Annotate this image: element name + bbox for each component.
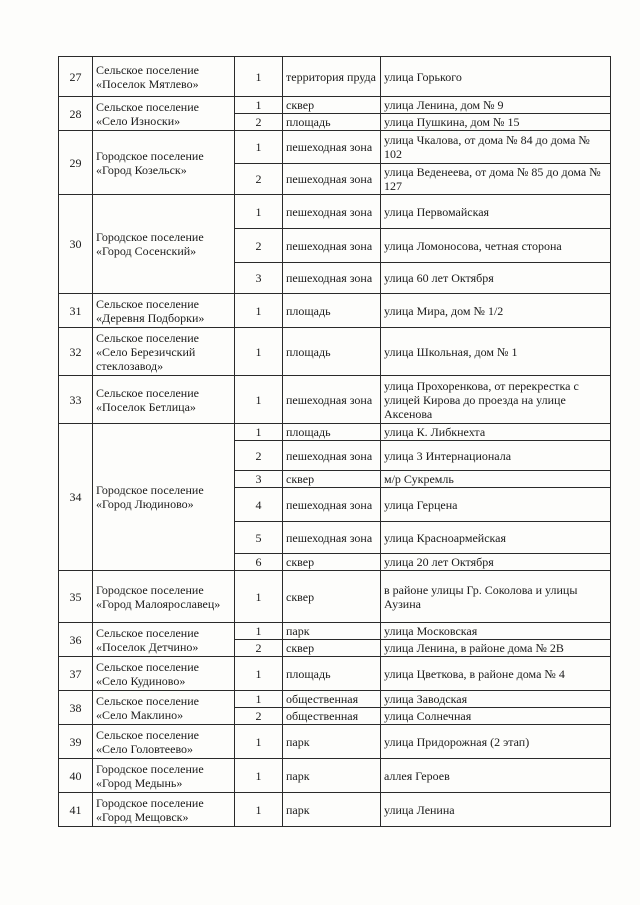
item-number: 1: [235, 195, 283, 229]
territory-address: улица Ломоносова, четная сторона: [381, 229, 611, 263]
territory-type: сквер: [283, 640, 381, 657]
territory-address: улица Московская: [381, 623, 611, 640]
territory-type: общественная: [283, 691, 381, 708]
territory-address: улица Первомайская: [381, 195, 611, 229]
table-row: [59, 623, 611, 640]
territory-type: пешеходная зона: [283, 229, 381, 263]
table-row: [59, 424, 611, 441]
item-number: 1: [235, 691, 283, 708]
territory-type: пешеходная зона: [283, 164, 381, 195]
territory-type: пешеходная зона: [283, 263, 381, 294]
item-number: 1: [235, 57, 283, 97]
territory-type: пешеходная зона: [283, 441, 381, 471]
table-row: [59, 97, 611, 114]
table-row: [59, 195, 611, 229]
settlement-name: Сельское поселение «Село Износки»: [93, 97, 235, 131]
item-number: 1: [235, 97, 283, 114]
item-number: 1: [235, 725, 283, 759]
territory-address: улица К. Либкнехта: [381, 424, 611, 441]
item-number: 2: [235, 708, 283, 725]
row-number: 41: [59, 793, 93, 827]
territory-address: улица Придорожная (2 этап): [381, 725, 611, 759]
row-number: 30: [59, 195, 93, 294]
territory-address: улица Школьная, дом № 1: [381, 328, 611, 376]
territory-address: улица Солнечная: [381, 708, 611, 725]
row-number: 37: [59, 657, 93, 691]
territory-type: пешеходная зона: [283, 488, 381, 522]
item-number: 1: [235, 657, 283, 691]
item-number: 1: [235, 131, 283, 164]
territory-type: пешеходная зона: [283, 376, 381, 424]
settlement-name: Сельское поселение «Село Маклино»: [93, 691, 235, 725]
row-number: 27: [59, 57, 93, 97]
territory-type: пешеходная зона: [283, 522, 381, 554]
territory-type: площадь: [283, 294, 381, 328]
territory-type: парк: [283, 759, 381, 793]
territories-table: [58, 56, 611, 827]
territory-address: улица Ленина: [381, 793, 611, 827]
item-number: 2: [235, 164, 283, 195]
table-row: [59, 328, 611, 376]
territory-type: общественная: [283, 708, 381, 725]
row-number: 38: [59, 691, 93, 725]
table-row: [59, 131, 611, 164]
territory-address: улица Герцена: [381, 488, 611, 522]
territory-type: сквер: [283, 571, 381, 623]
item-number: 1: [235, 623, 283, 640]
row-number: 40: [59, 759, 93, 793]
settlement-name: Сельское поселение «Поселок Бетлица»: [93, 376, 235, 424]
table-row: [59, 294, 611, 328]
table-row: [59, 376, 611, 424]
territory-type: площадь: [283, 328, 381, 376]
item-number: 1: [235, 376, 283, 424]
settlement-name: Городское поселение «Город Медынь»: [93, 759, 235, 793]
territory-address: улица Цветкова, в районе дома № 4: [381, 657, 611, 691]
item-number: 4: [235, 488, 283, 522]
row-number: 32: [59, 328, 93, 376]
territory-type: площадь: [283, 657, 381, 691]
territory-address: улица Пушкина, дом № 15: [381, 114, 611, 131]
table-row: [59, 57, 611, 97]
territory-type: сквер: [283, 471, 381, 488]
territory-type: парк: [283, 623, 381, 640]
table-body: [59, 57, 611, 827]
territory-type: пешеходная зона: [283, 131, 381, 164]
territory-address: аллея Героев: [381, 759, 611, 793]
territory-address: улица 3 Интернационала: [381, 441, 611, 471]
row-number: 33: [59, 376, 93, 424]
item-number: 2: [235, 640, 283, 657]
territory-address: в районе улицы Гр. Соколова и улицы Аузина: [381, 571, 611, 623]
row-number: 34: [59, 424, 93, 571]
territory-address: улица Горького: [381, 57, 611, 97]
territory-type: площадь: [283, 424, 381, 441]
item-number: 2: [235, 229, 283, 263]
row-number: 29: [59, 131, 93, 195]
territory-type: площадь: [283, 114, 381, 131]
item-number: 5: [235, 522, 283, 554]
row-number: 39: [59, 725, 93, 759]
territory-address: улица 60 лет Октября: [381, 263, 611, 294]
territory-address: улица Чкалова, от дома № 84 до дома № 102: [381, 131, 611, 164]
territory-type: территория пруда: [283, 57, 381, 97]
row-number: 31: [59, 294, 93, 328]
settlement-name: Городское поселение «Город Мещовск»: [93, 793, 235, 827]
settlement-name: Сельское поселение «Село Березичский стеклозавод»: [93, 328, 235, 376]
settlement-name: Сельское поселение «Поселок Мятлево»: [93, 57, 235, 97]
settlement-name: Сельское поселение «Деревня Подборки»: [93, 294, 235, 328]
item-number: 1: [235, 793, 283, 827]
row-number: 35: [59, 571, 93, 623]
territory-type: пешеходная зона: [283, 195, 381, 229]
settlement-name: Городское поселение «Город Малоярославец»: [93, 571, 235, 623]
settlement-name: Городское поселение «Город Сосенский»: [93, 195, 235, 294]
table-row: [59, 571, 611, 623]
territory-address: улица Прохоренкова, от перекрестка с улицей Кирова до проезда на улице Аксенова: [381, 376, 611, 424]
territory-type: сквер: [283, 97, 381, 114]
territory-address: м/р Сукремль: [381, 471, 611, 488]
item-number: 1: [235, 759, 283, 793]
settlement-name: Сельское поселение «Поселок Детчино»: [93, 623, 235, 657]
row-number: 28: [59, 97, 93, 131]
territory-address: улица Веденеева, от дома № 85 до дома № 127: [381, 164, 611, 195]
settlement-name: Городское поселение «Город Козельск»: [93, 131, 235, 195]
table-row: [59, 657, 611, 691]
item-number: 1: [235, 328, 283, 376]
item-number: 1: [235, 294, 283, 328]
territory-address: улица Ленина, в районе дома № 2В: [381, 640, 611, 657]
territory-address: улица Красноармейская: [381, 522, 611, 554]
table-row: [59, 725, 611, 759]
territory-address: улица 20 лет Октября: [381, 554, 611, 571]
territory-type: парк: [283, 793, 381, 827]
row-number: 36: [59, 623, 93, 657]
item-number: 2: [235, 114, 283, 131]
item-number: 3: [235, 263, 283, 294]
settlement-name: Сельское поселение «Село Головтеево»: [93, 725, 235, 759]
territory-type: парк: [283, 725, 381, 759]
settlement-name: Городское поселение «Город Людиново»: [93, 424, 235, 571]
territory-address: улица Ленина, дом № 9: [381, 97, 611, 114]
table-row: [59, 793, 611, 827]
territory-type: сквер: [283, 554, 381, 571]
item-number: 1: [235, 424, 283, 441]
item-number: 3: [235, 471, 283, 488]
table-row: [59, 691, 611, 708]
item-number: 2: [235, 441, 283, 471]
settlement-name: Сельское поселение «Село Кудиново»: [93, 657, 235, 691]
item-number: 1: [235, 571, 283, 623]
item-number: 6: [235, 554, 283, 571]
territory-address: улица Мира, дом № 1/2: [381, 294, 611, 328]
table-row: [59, 759, 611, 793]
territory-address: улица Заводская: [381, 691, 611, 708]
